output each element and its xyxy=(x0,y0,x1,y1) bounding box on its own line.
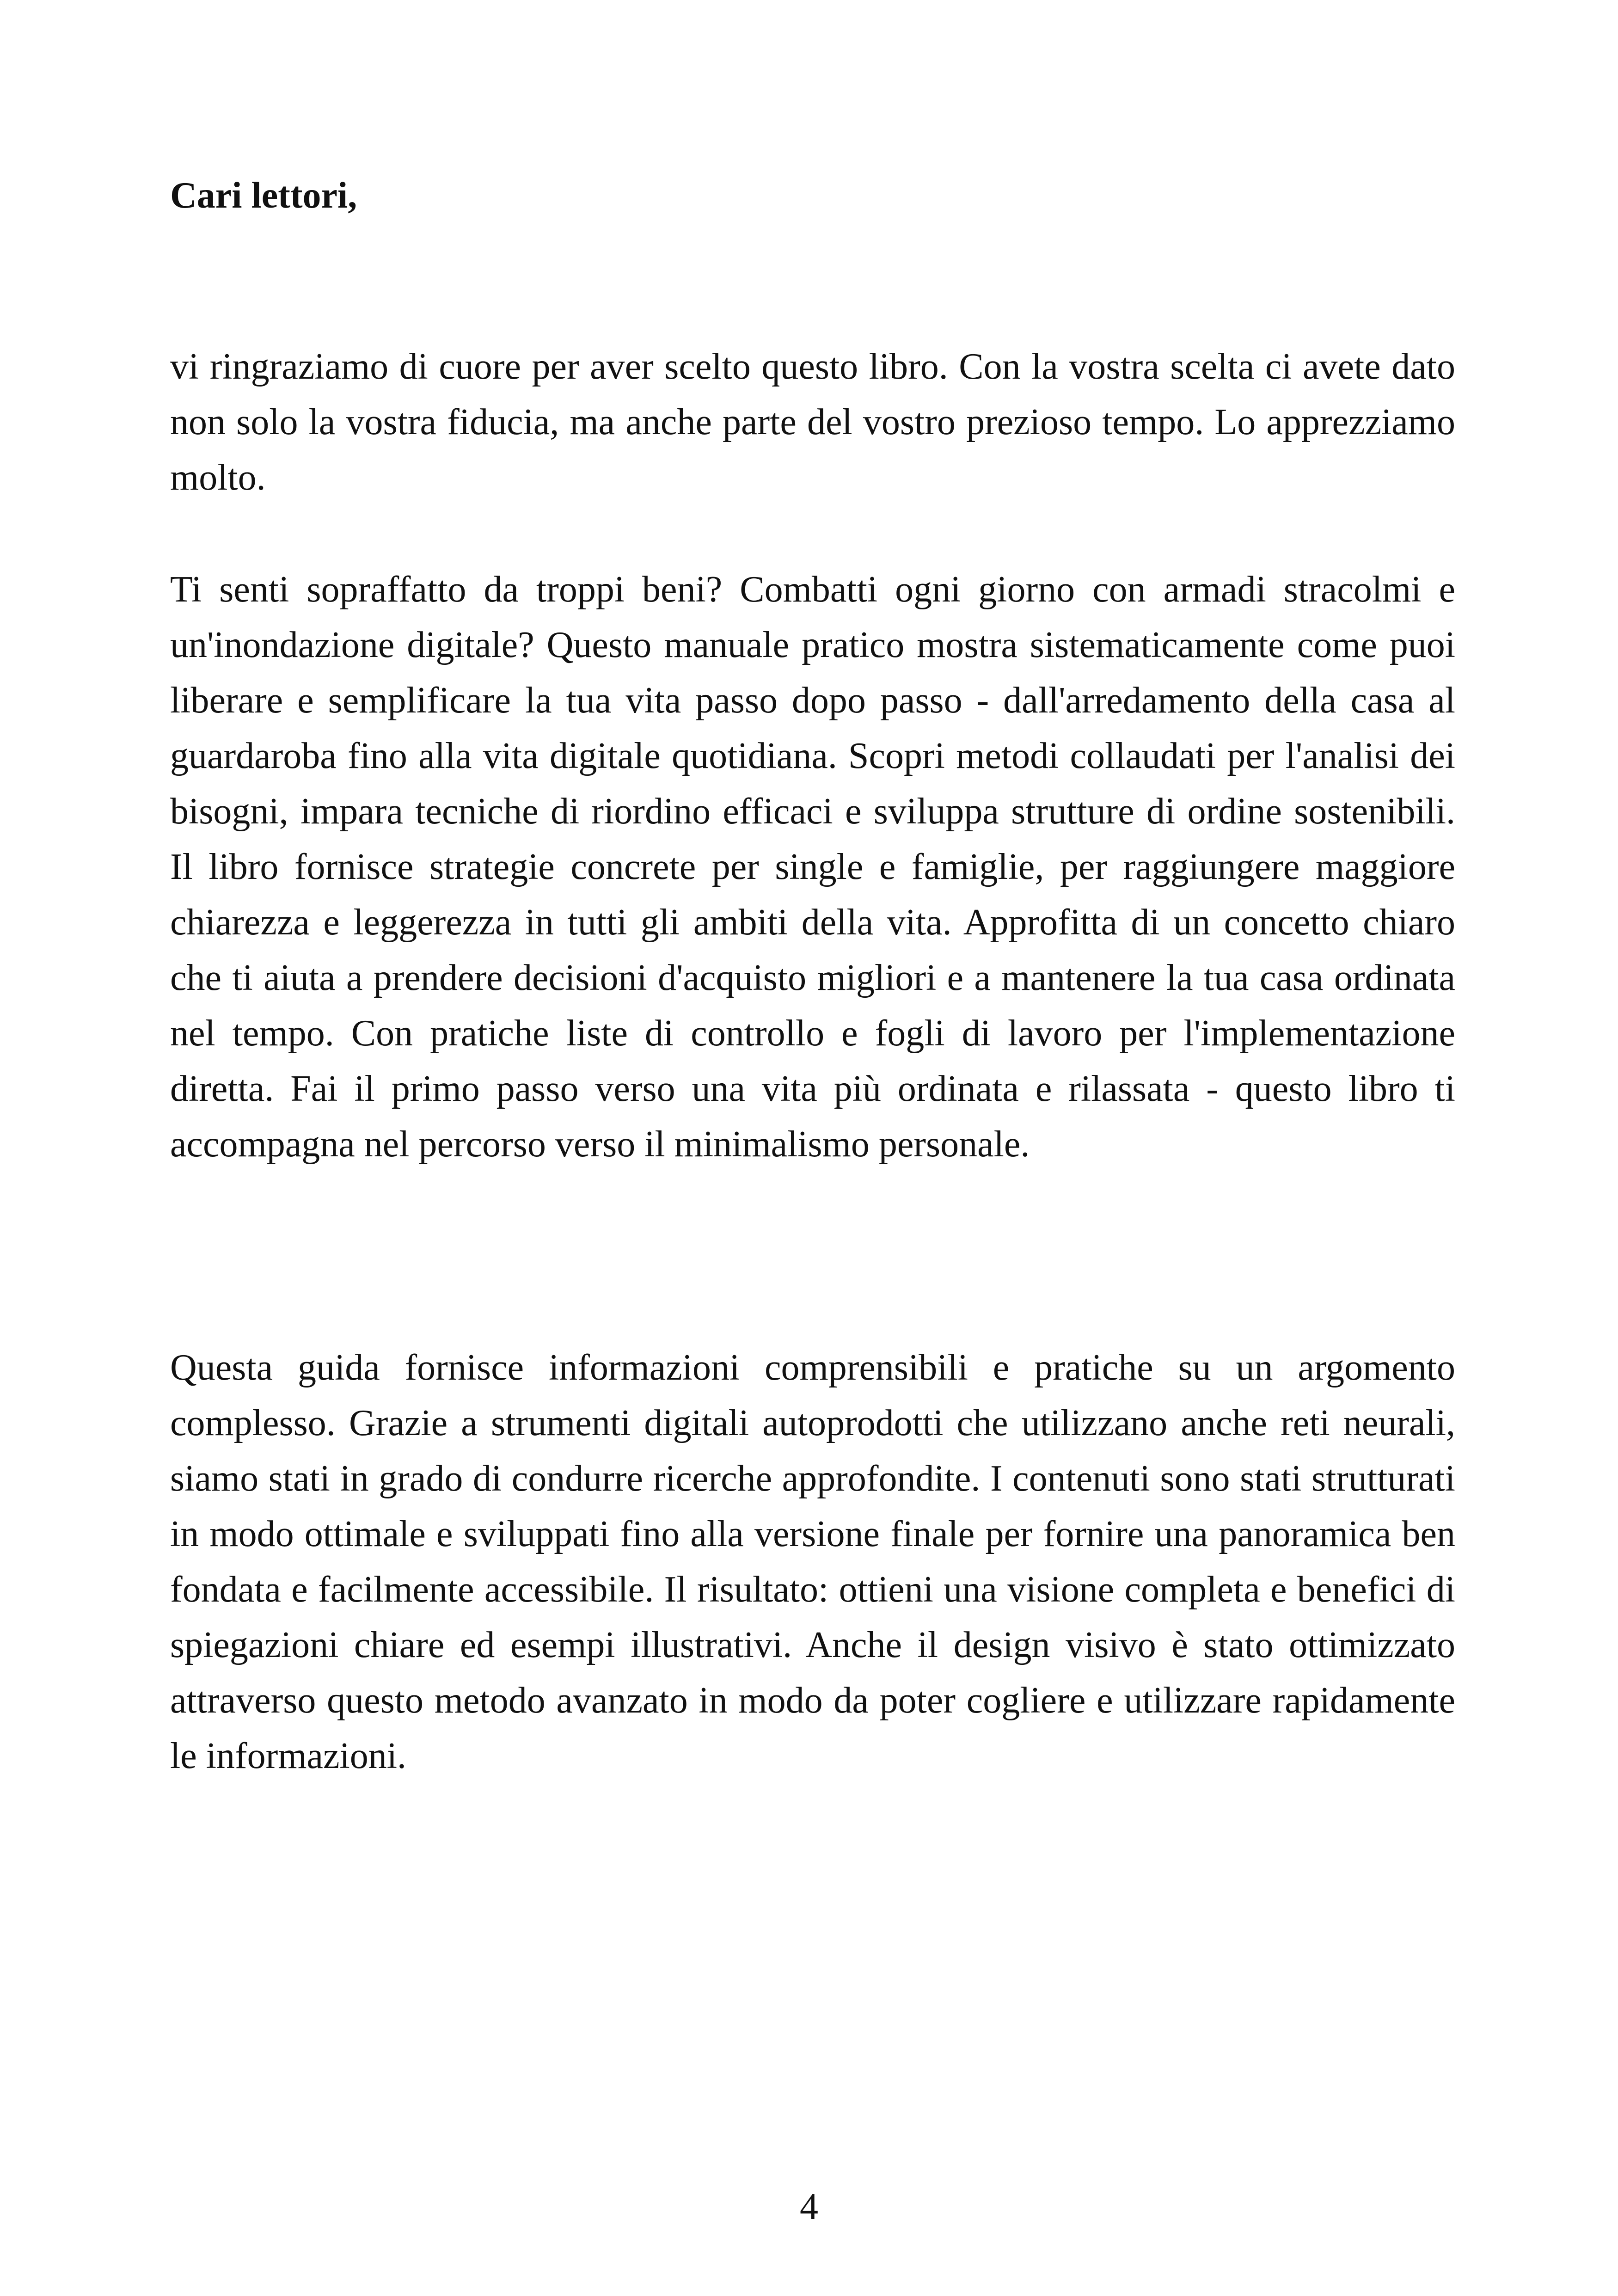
page-number: 4 xyxy=(800,2186,818,2227)
paragraph-book-description: Ti senti sopraffatto da troppi beni? Combatti ogni giorno con armadi stracolmi e un'inondazione digitale? Questo manuale pratico mostra sistematicamente come puoi liberare e semplificare la tua vita passo dopo passo - dall'arredamento della casa al guardaroba fino alla vita digitale quotidiana. Scopri metodi collaudati per l'analisi dei bisogni, impara tecniche di riordino efficaci e sviluppa strutture di ordine sostenibili. Il libro fornisce strategie concrete per single e famiglie, per raggiungere maggiore chiarezza e leggerezza in tutti gli ambiti della vita. Approfitta di un concetto chiaro che ti aiuta a prendere decisioni d'acquisto migliori e a mantenere la tua casa ordinata nel tempo. Con pratiche liste di controllo e fogli di lavoro per l'implementazione diretta. Fai il primo passo verso una vita più ordinata e rilassata - questo libro ti accompagna nel percorso verso il minimalismo personale. xyxy=(170,569,1455,1165)
salutation-heading: Cari lettori, xyxy=(170,175,357,216)
paragraph-thanks: vi ringraziamo di cuore per aver scelto questo libro. Con la vostra scelta ci avete dato non solo la vostra fiducia, ma anche parte del vostro prezioso tempo. Lo apprezziamo molto. xyxy=(170,346,1455,498)
paragraph-guide-method: Questa guida fornisce informazioni comprensibili e pratiche su un argomento complesso. Grazie a strumenti digitali autoprodotti che utilizzano anche reti neurali, siamo stati in grado di condurre ricerche approfondite. I contenuti sono stati strutturati in modo ottimale e sviluppati fino alla versione finale per fornire una panoramica ben fondata e facilmente accessibile. Il risultato: ottieni una visione completa e benefici di spiegazioni chiare ed esempi illustrativi. Anche il design visivo è stato ottimizzato attraverso questo metodo avanzato in modo da poter cogliere e utilizzare rapidamente le informazioni. xyxy=(170,1347,1455,1776)
